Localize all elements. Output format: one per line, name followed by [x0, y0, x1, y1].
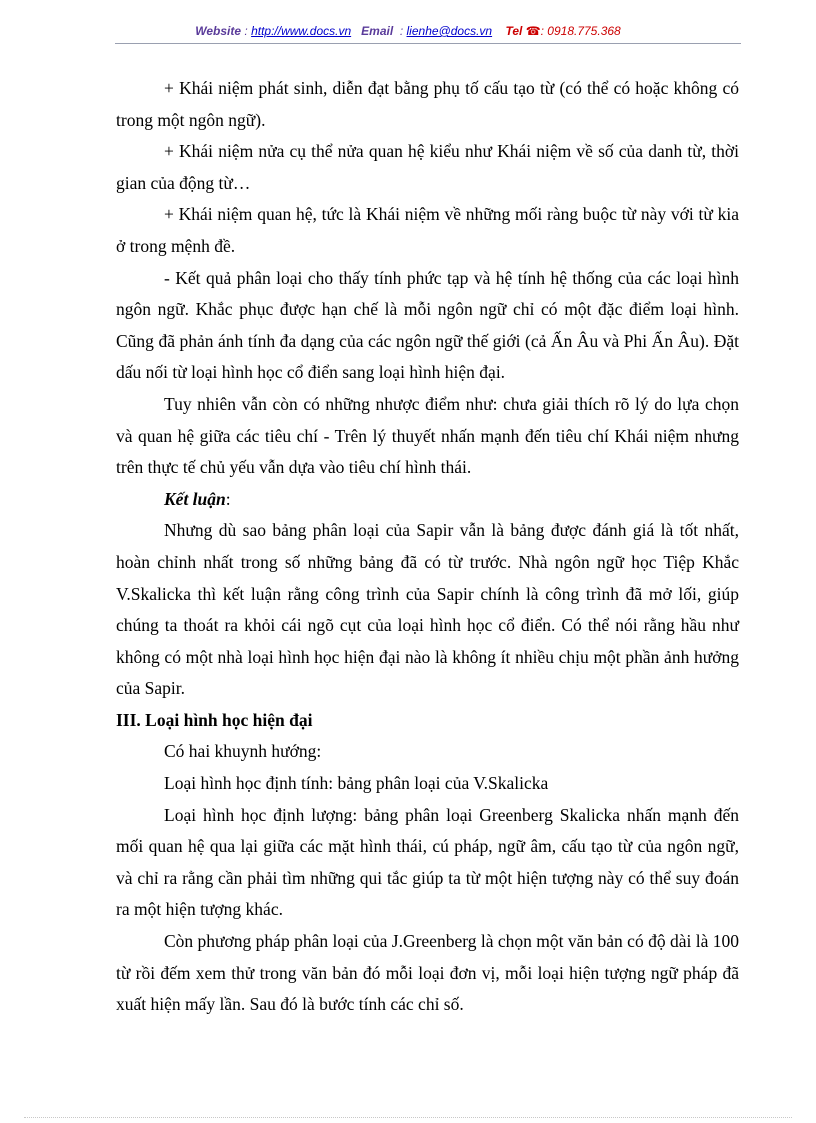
website-separator: :	[241, 24, 252, 38]
document-body	[116, 73, 739, 1021]
paragraph: Tuy nhiên vẫn còn có những nhược điểm như: chưa giải thích rõ lý do lựa chọn và quan hệ giữa các tiêu chí - Trên lý thuyết nhấn mạnh đến tiêu chí Khái niệm nhưng trên thực tế chủ yếu vẫn dựa vào tiêu chí hình thái.	[116, 393, 739, 478]
paragraph: Loại hình học định tính: bảng phân loại của V.Skalicka	[164, 773, 549, 794]
website-link[interactable]: http://www.docs.vn	[251, 24, 352, 38]
footer-divider	[24, 1117, 792, 1118]
paragraph: Có hai khuynh hướng:	[164, 741, 322, 762]
section-heading: III. Loại hình học hiện đại	[116, 709, 313, 730]
header-divider	[115, 43, 741, 44]
paragraph: + Khái niệm phát sinh, diễn đạt bằng phụ tố cấu tạo từ (có thể có hoặc không có trong một ngôn ngữ).	[116, 78, 739, 130]
paragraph: Còn phương pháp phân loại của J.Greenberg là chọn một văn bản có độ dài là 100 từ rồi đếm xem thử trong văn bản đó mỗi loại đơn vị, mỗi loại hiện tượng ngữ pháp đã xuất hiện mấy lần. Sau đó là bước tính các chỉ số.	[116, 931, 739, 1015]
paragraph: + Khái niệm quan hệ, tức là Khái niệm về những mối ràng buộc từ này với từ kia ở trong mệnh đề.	[116, 204, 739, 256]
phone-icon: ☎	[525, 24, 541, 38]
paragraph: - Kết quả phân loại cho thấy tính phức tạp và hệ tính hệ thống của các loại hình ngôn ngữ. Khắc phục được hạn chế là mỗi ngôn ngữ chỉ có một đặc điểm loại hình. Cũng đã phản ánh tính đa dạng của các ngôn ngữ thế giới (cả Ấn Âu và Phi Ấn Âu). Đặt dấu nối từ loại hình học cổ điển sang loại hình hiện đại.	[116, 267, 739, 383]
email-link[interactable]: lienhe@docs.vn	[406, 24, 493, 38]
tel-label: Tel	[505, 24, 523, 38]
conclusion-heading	[116, 484, 739, 516]
paragraph: + Khái niệm nửa cụ thể nửa quan hệ kiểu như Khái niệm về số của danh từ, thời gian của động từ…	[116, 141, 739, 193]
email-label: Email	[361, 24, 394, 38]
conclusion-paragraph: Nhưng dù sao bảng phân loại của Sapir vẫn là bảng được đánh giá là tốt nhất, hoàn chỉnh nhất trong số những bảng đã có từ trước. Nhà ngôn ngữ học Tiệp Khắc V.Skalicka thì kết luận rằng công trình của Sapir chính là công trình đã mở lối, giúp chúng ta thoát ra khỏi cái ngõ cụt của loại hình học cổ điển. Có thể nói rằng hầu như không có một nhà loại hình học hiện đại nào là không ít nhiều chịu một phần ảnh hưởng của Sapir.	[116, 520, 739, 699]
tel-value: : 0918.775.368	[540, 24, 621, 38]
page-header	[0, 24, 816, 38]
conclusion-label: Kết luận	[164, 488, 226, 509]
email-separator: :	[396, 24, 407, 38]
conclusion-colon: :	[225, 488, 231, 509]
paragraph: Loại hình học định lượng: bảng phân loại Greenberg Skalicka nhấn mạnh đến mối quan hệ qua lại giữa các mặt hình thái, cú pháp, ngữ âm, cấu tạo từ của ngôn ngữ, và chỉ ra rằng cần phải tìm những qui tắc giúp ta từ một hiện tượng này có thể suy đoán ra một hiện tượng khác.	[116, 804, 739, 920]
website-label: Website	[195, 24, 242, 38]
